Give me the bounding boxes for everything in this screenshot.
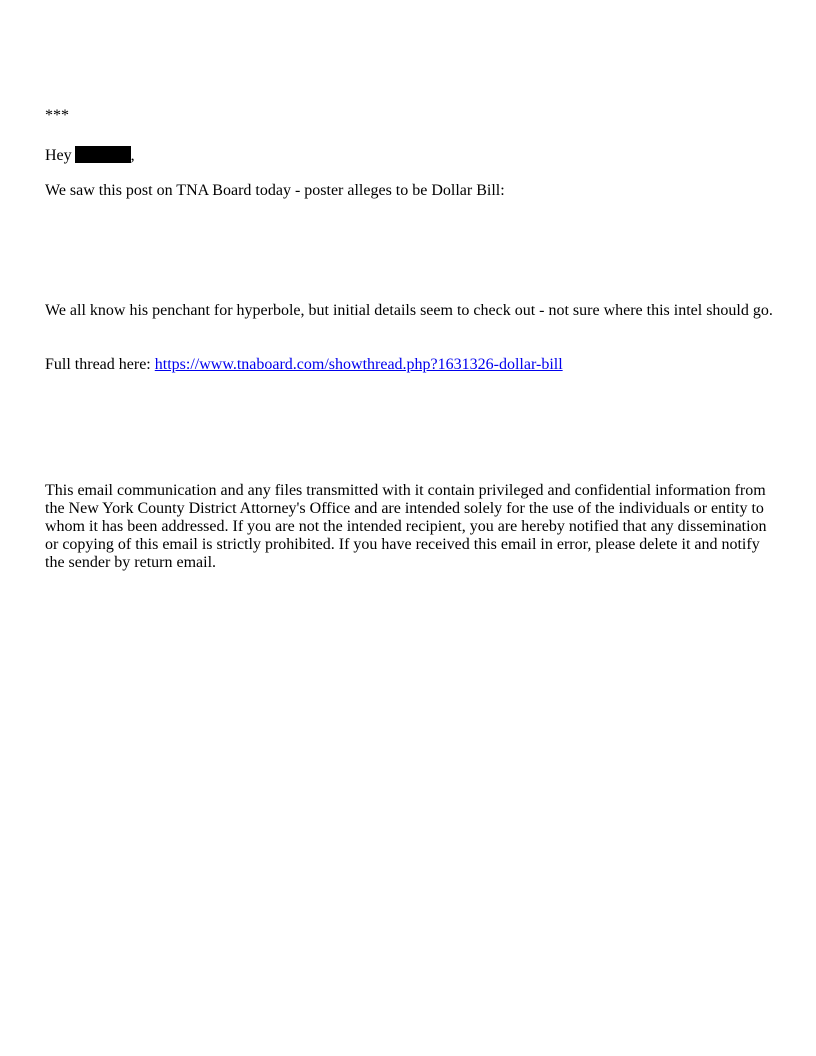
thread-line (45, 356, 563, 374)
thread-link[interactable]: https://www.tnaboard.com/showthread.php?1631326-dollar-bill (154, 356, 563, 373)
body-paragraph: We all know his penchant for hyperbole, but initial details seem to check out - not sure where this intel should go. (45, 302, 773, 319)
intro-text: We saw this post on TNA Board today - poster alleges to be Dollar Bill: (45, 182, 505, 199)
confidentiality-disclaimer: This email communication and any files transmitted with it contain privileged and confidential information from the New York County District Attorney's Office and are intended solely for the use of the individuals or entity to whom it has been addressed. If you are not the intended recipient, you are hereby notified that any dissemination or copying of this email is strictly prohibited. If you have received this email in error, please delete it and notify the sender by return email. (45, 482, 767, 571)
greeting-line (45, 146, 135, 165)
thread-label: Full thread here: (45, 356, 155, 373)
greeting-word: Hey (45, 147, 72, 164)
separator-asterisks: *** (45, 107, 69, 124)
redacted-name-block (75, 146, 131, 163)
greeting-comma: , (130, 147, 135, 164)
